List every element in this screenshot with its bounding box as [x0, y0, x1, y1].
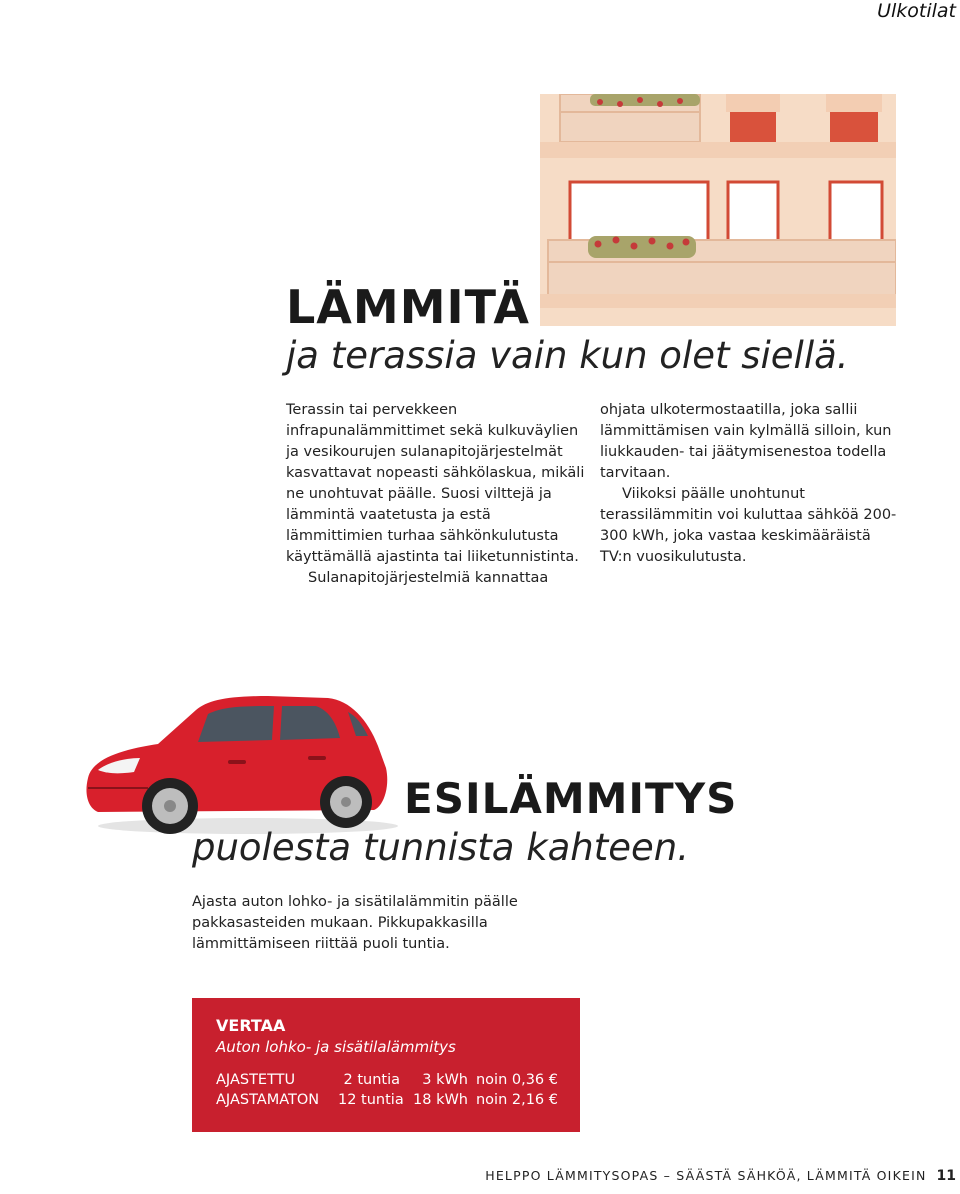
heating-paragraph-1: Terassin tai pervekkeen infrapunalämmittimet sekä kulkuväylien ja vesikourujen sulanapitojärjestelmät kasvattavat nopeasti sähkölaskua, mikäli ne unohtuvat päälle. Suosi vilttejä ja lämmintä vaatetusta ja estä lämmittimien turhaa sähkönkulutusta käyttämällä ajastinta tai liiketunnistinta.	[286, 402, 585, 565]
heating-paragraph-2: Sulanapitojärjestelmiä kannattaa	[308, 570, 549, 586]
red-car-illustration	[78, 690, 408, 840]
compare-row-time: 2 tuntia	[343, 1072, 400, 1088]
preheat-text: Ajasta auton lohko- ja sisätilalämmitin päälle pakkasasteiden mukaan. Pikkupakkasilla lämmittämiseen riittää puoli tuntia.	[192, 894, 518, 952]
compare-row-label: AJASTAMATON	[216, 1092, 320, 1108]
compare-subtitle: Auton lohko- ja sisätilalämmitys	[216, 1038, 456, 1056]
compare-row-cost: noin 0,36 €	[475, 1072, 558, 1088]
compare-row-energy: 3 kWh	[422, 1072, 468, 1088]
heating-text-left	[286, 400, 586, 589]
compare-row-energy: 18 kWh	[413, 1092, 468, 1108]
preheat-subtitle: puolesta tunnista kahteen.	[192, 826, 689, 869]
compare-title: VERTAA	[216, 1016, 286, 1035]
compare-box	[192, 998, 580, 1132]
heating-text-right	[600, 400, 905, 568]
preheat-title: ESILÄMMITYS	[404, 774, 738, 823]
building-balcony-illustration	[540, 94, 896, 326]
heating-subtitle: ja terassia vain kun olet siellä.	[286, 334, 849, 377]
compare-row	[216, 1072, 558, 1088]
heating-paragraph-4: Viikoksi päälle unohtunut terassilämmitin voi kuluttaa sähköä 200-300 kWh, joka vastaa keskimääräistä TV:n vuosikulutusta.	[600, 486, 897, 565]
heating-title: LÄMMITÄ	[286, 280, 530, 334]
compare-row-cost: noin 2,16 €	[475, 1092, 558, 1108]
page-number: 11	[936, 1168, 956, 1184]
section-label: Ulkotilat	[877, 0, 956, 22]
compare-row	[216, 1092, 558, 1108]
compare-row-time: 12 tuntia	[338, 1092, 404, 1108]
heating-paragraph-3: ohjata ulkotermostaatilla, joka sallii lämmittämisen vain kylmällä silloin, kun liukkauden- tai jäätymisenestoa todella tarvitaan.	[600, 402, 892, 481]
footer-text: HELPPO LÄMMITYSOPAS – SÄÄSTÄ SÄHKÖÄ, LÄMMITÄ OIKEIN	[485, 1168, 927, 1183]
page-footer	[485, 1168, 956, 1184]
compare-row-label: AJASTETTU	[216, 1072, 296, 1088]
